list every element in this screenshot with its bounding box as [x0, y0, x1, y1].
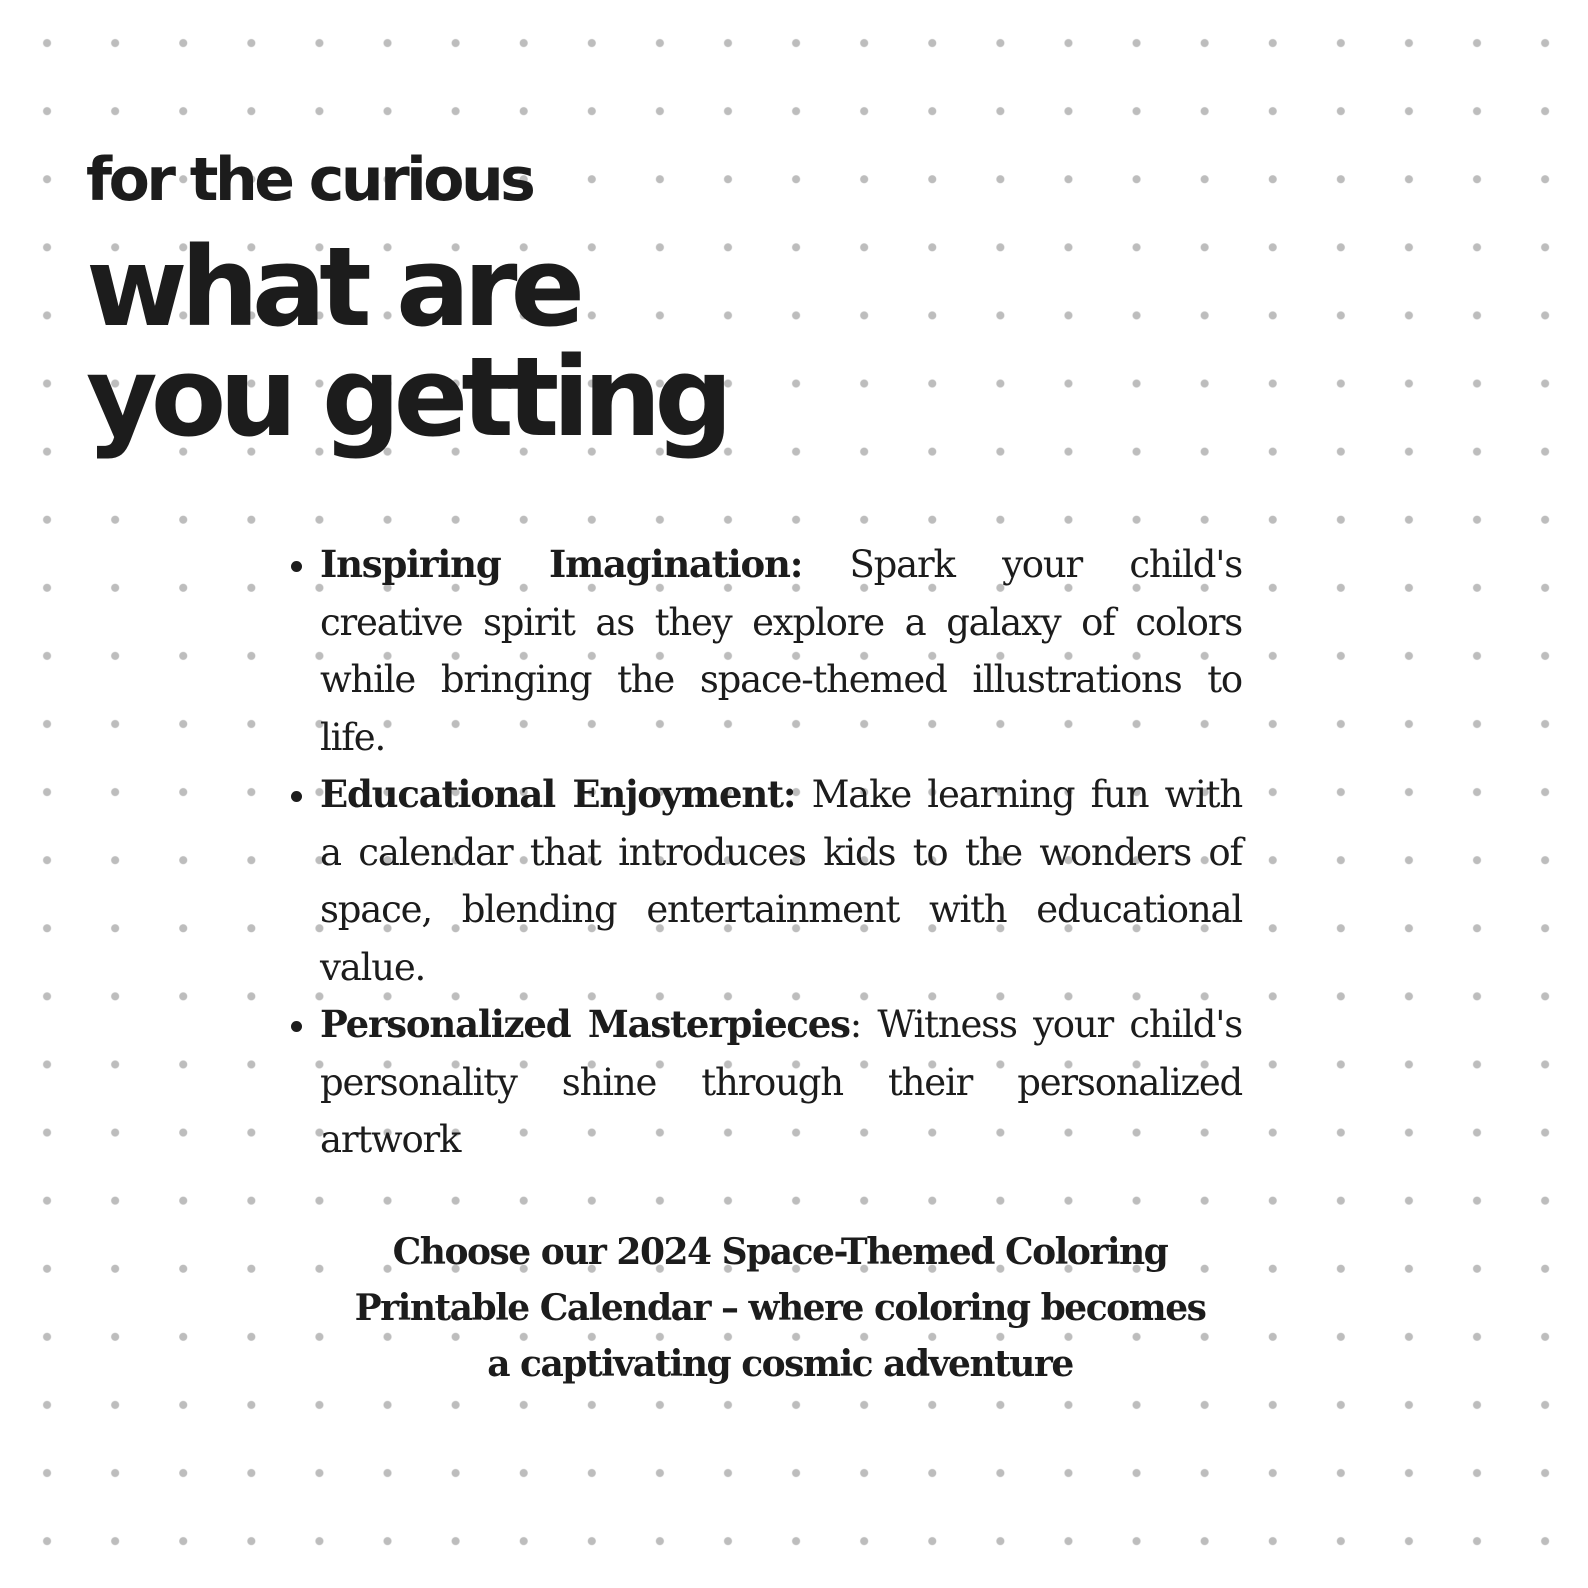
feature-separator: :: [849, 1003, 861, 1046]
feature-title: Educational Enjoyment:: [320, 772, 796, 816]
feature-title: Inspiring Imagination:: [320, 542, 803, 586]
main-headline: [86, 223, 727, 461]
feature-item-inspiring-imagination: [320, 536, 1242, 766]
closing-line-2: Printable Calendar – where coloring becomes: [354, 1287, 1206, 1329]
feature-item-personalized-masterpieces: [320, 996, 1242, 1169]
feature-title: Personalized Masterpieces: [320, 1002, 850, 1046]
feature-list: [282, 536, 1242, 1169]
feature-item-educational-enjoyment: [320, 766, 1242, 996]
headline-line-1: what are: [86, 223, 579, 351]
closing-line-3: a captivating cosmic adventure: [487, 1343, 1073, 1385]
closing-statement: [300, 1224, 1260, 1392]
kicker-heading: for the curious: [86, 145, 533, 215]
feature-text: Make learning fun with a calendar that introduces kids to the wonders of space, blending entertainment with educational value.: [320, 773, 1242, 989]
headline-line-2: you getting: [86, 333, 727, 461]
feature-text: Spark your child's creative spirit as they explore a galaxy of colors while bringing the space-themed illustrations to life.: [320, 543, 1242, 759]
feature-text: Witness your child's personality shine through their personalized artwork: [320, 1003, 1242, 1161]
closing-line-1: Choose our 2024 Space-Themed Coloring: [392, 1231, 1168, 1273]
